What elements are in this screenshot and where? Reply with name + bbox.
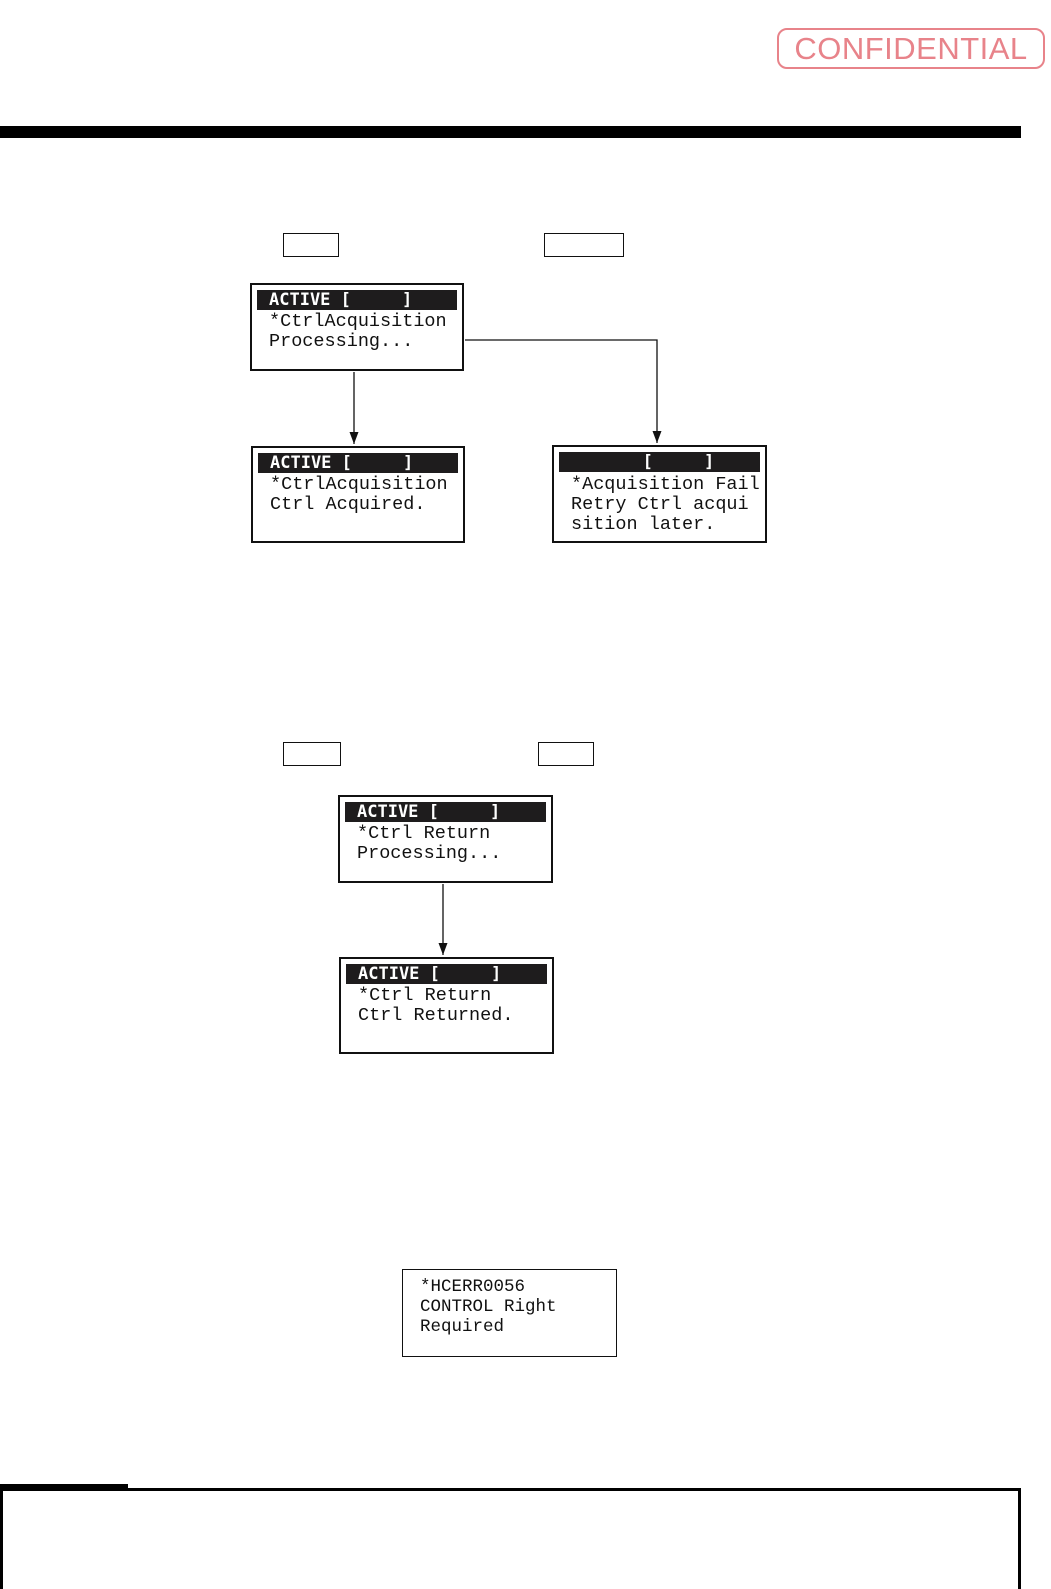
screen-line: Processing... [357,843,502,864]
arrow-to-fail [465,340,657,443]
screen-line: *CtrlAcquisition [269,311,447,332]
screen-header: ACTIVE [ ] [345,802,546,822]
screen-header: [ ] [559,452,760,472]
screen-line: Processing... [269,331,414,352]
arrowhead-acquired [350,432,359,444]
footer-box [0,1488,1021,1589]
screen-line: *Acquisition Fail [571,474,760,495]
screen-line: Retry Ctrl acqui [571,494,749,515]
screen-line: CONTROL Right [420,1297,557,1317]
arrowhead-returned [439,943,448,955]
screen-line: Required [420,1317,505,1337]
screen-header: ACTIVE [ ] [257,290,457,310]
screen-line: *Ctrl Return [358,985,492,1006]
screen-line: sition later. [571,514,716,535]
screen-line: *CtrlAcquisition [270,474,448,495]
screen-line: Ctrl Returned. [358,1005,514,1026]
screen-header: ACTIVE [ ] [258,453,458,473]
arrowhead-fail [653,431,662,443]
screen-line: Ctrl Acquired. [270,494,426,515]
confidential-stamp: CONFIDENTIAL [777,28,1045,69]
screen-header: ACTIVE [ ] [346,964,547,984]
screen-line: *Ctrl Return [357,823,491,844]
screen-line: *HCERR0056 [420,1277,526,1297]
